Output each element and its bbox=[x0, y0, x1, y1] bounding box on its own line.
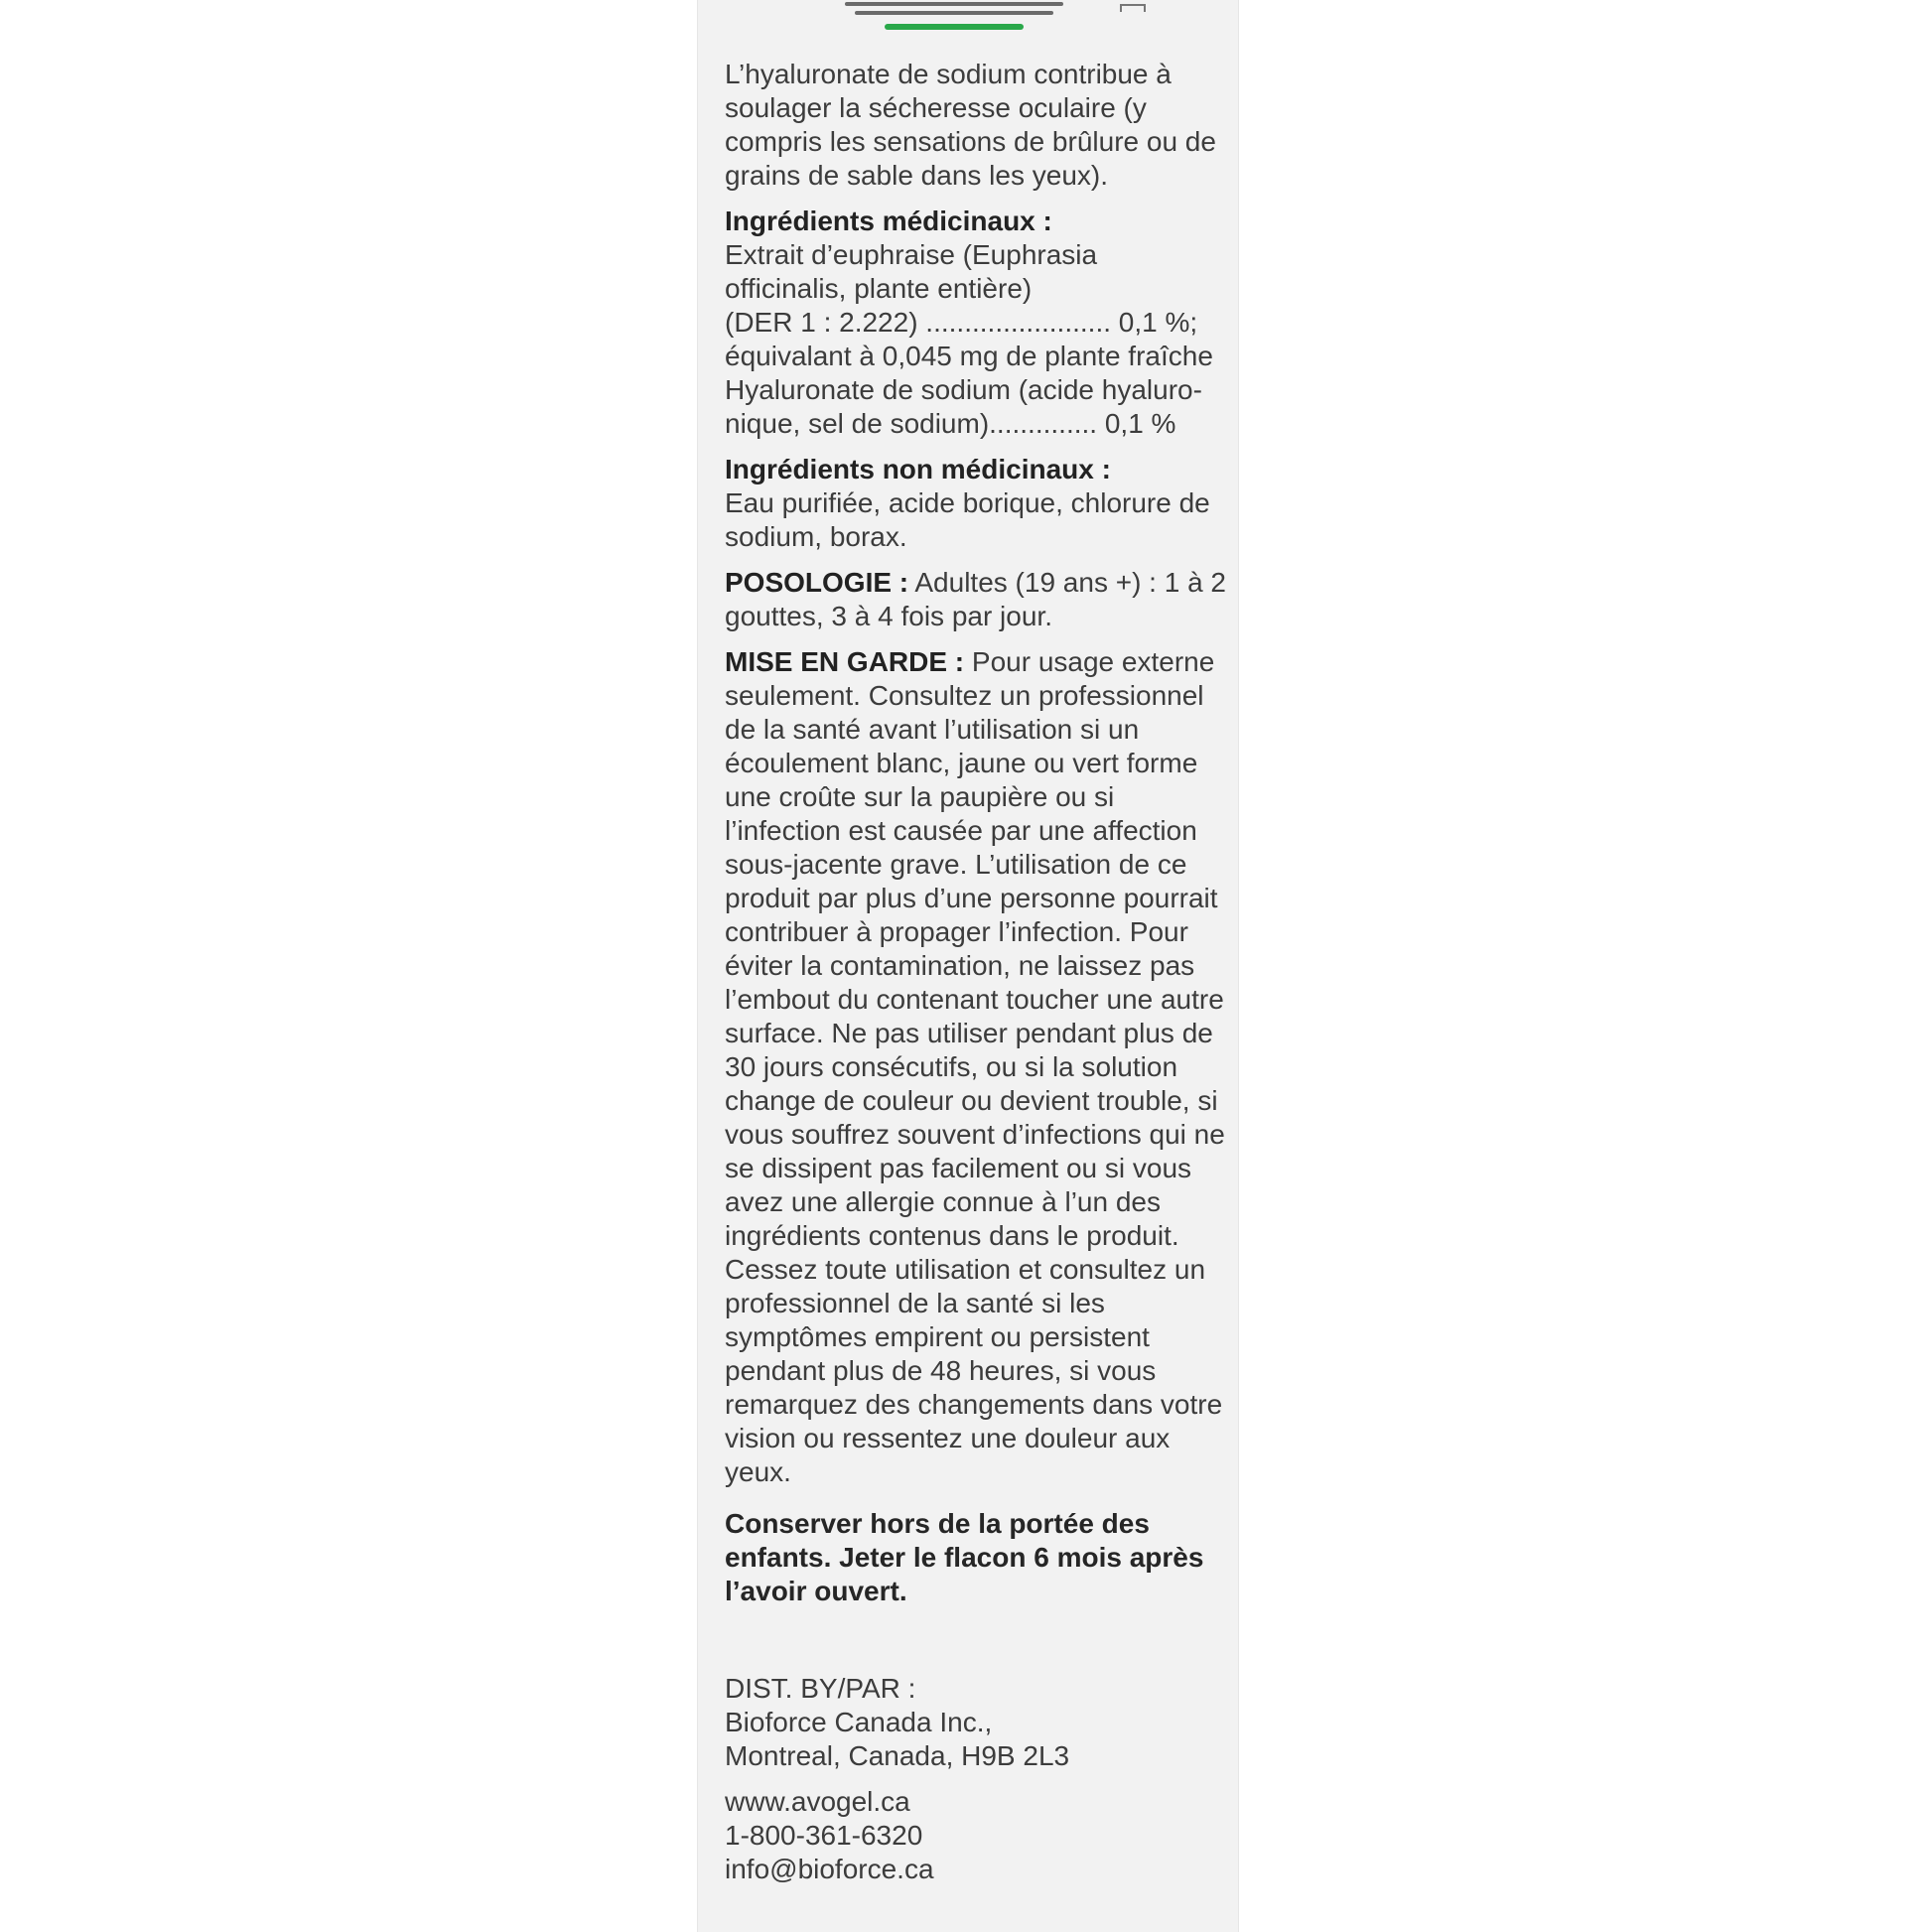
logo-stroke bbox=[855, 11, 1053, 15]
warning-text: Pour usage externe seulement. Consultez un professionnel de la santé avant l’utilisation si un écoulement blanc, jaune ou vert forme une croûte sur la paupière ou si l’infection est causée par une affection sous-jacente grave. L’utilisation de ce produit par plus d’une personne pourrait contribuer à propager l’infection. Pour éviter la contamination, ne laissez pas l’embout du contenant toucher une autre surface. Ne pas utiliser pendant plus de 30 jours consécutifs, ou si la solution change de couleur ou devient trouble, si vous souffrez souvent d’infections qui ne se dissipent pas facilement ou si vous avez une allergie connue à l’un des ingrédients contenus dans le produit. Cessez toute utilisation et consultez un professionnel de la santé si les symptômes empirent ou persistent pendant plus de 48 heures, si vous remarquez des changements dans votre vision ou ressentez une douleur aux yeux. bbox=[725, 646, 1225, 1487]
distributor-block bbox=[725, 1672, 1231, 1773]
distributor-name: Bioforce Canada Inc., bbox=[725, 1707, 993, 1737]
medicinal-line: Extrait d’euphraise (Euphrasia bbox=[725, 239, 1098, 270]
phone-number: 1-800-361-6320 bbox=[725, 1820, 923, 1851]
posology-label: POSOLOGIE : bbox=[725, 567, 909, 598]
intro-paragraph: L’hyaluronate de sodium contribue à soulager la sécheresse oculaire (y compris les sensations de brûlure ou de grains de sable dans les yeux). bbox=[725, 59, 1216, 191]
medicinal-line: officinalis, plante entière) bbox=[725, 273, 1033, 304]
warning-label: MISE EN GARDE : bbox=[725, 646, 965, 677]
medicinal-line: équivalant à 0,045 mg de plante fraîche bbox=[725, 341, 1213, 371]
medicinal-line: nique, sel de sodium).............. 0,1 % bbox=[725, 408, 1176, 439]
distributor-address: Montreal, Canada, H9B 2L3 bbox=[725, 1740, 1070, 1771]
logo-green-bar bbox=[885, 24, 1024, 30]
logo-stroke bbox=[845, 2, 1063, 6]
contact-block bbox=[725, 1785, 1231, 1886]
label-text bbox=[725, 58, 1231, 1898]
package-side-panel bbox=[697, 0, 1239, 1932]
non-medicinal-text: Eau purifiée, acide borique, chlorure de sodium, borax. bbox=[725, 487, 1210, 552]
email-address: info@bioforce.ca bbox=[725, 1854, 934, 1884]
posology-text: Adultes (19 ans +) : 1 à 2 gouttes, 3 à 4 fois par jour. bbox=[725, 567, 1227, 631]
warning-paragraph bbox=[725, 645, 1231, 1489]
website-link: www.avogel.ca bbox=[725, 1786, 910, 1817]
storage-warning: Conserver hors de la portée des enfants. Jeter le flacon 6 mois après l’avoir ouvert. bbox=[725, 1508, 1204, 1606]
medicinal-line: (DER 1 : 2.222) ........................ 0,1 %; bbox=[725, 307, 1198, 338]
medicinal-line: Hyaluronate de sodium (acide hyaluro- bbox=[725, 374, 1202, 405]
medicinal-ingredients bbox=[725, 205, 1231, 441]
distributor-label: DIST. BY/PAR : bbox=[725, 1673, 916, 1704]
non-medicinal-ingredients bbox=[725, 453, 1231, 554]
non-medicinal-heading: Ingrédients non médicinaux : bbox=[725, 454, 1111, 484]
medicinal-heading: Ingrédients médicinaux : bbox=[725, 206, 1052, 236]
posology-paragraph bbox=[725, 566, 1231, 633]
brand-logo-fragment bbox=[845, 2, 1063, 32]
fold-mark bbox=[1120, 4, 1146, 12]
